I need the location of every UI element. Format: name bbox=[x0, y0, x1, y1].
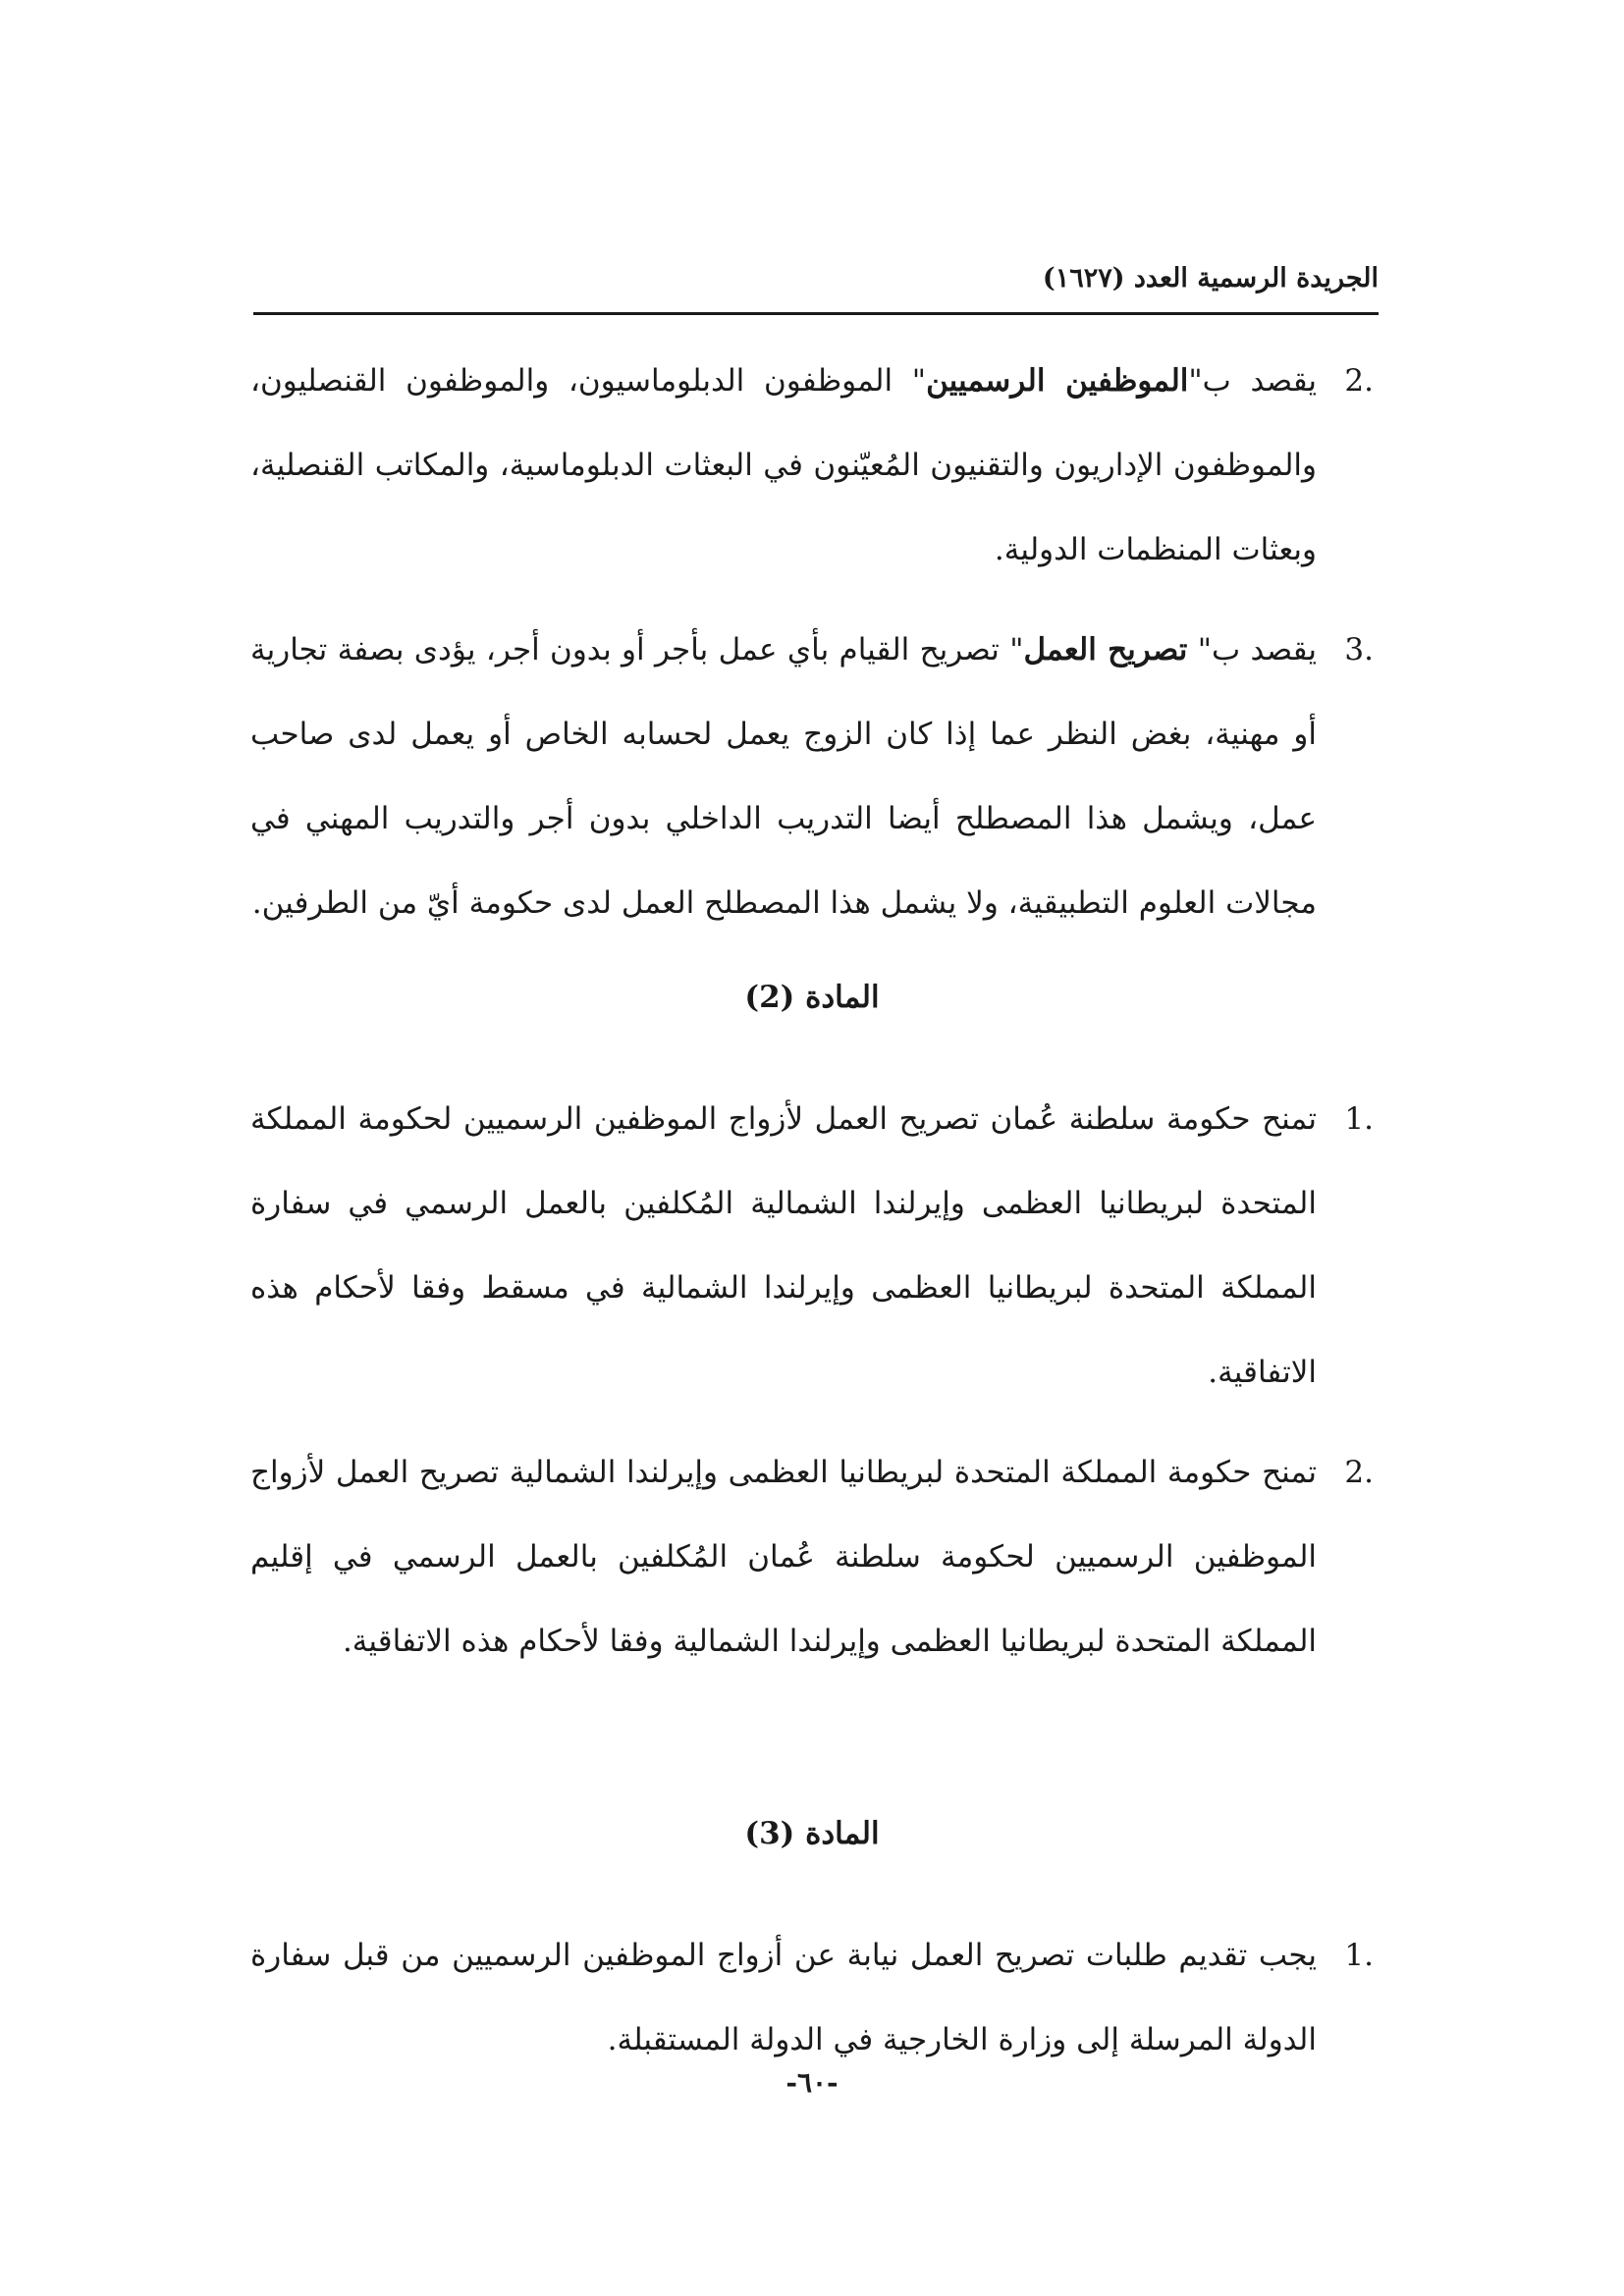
item-number: 2. bbox=[1344, 363, 1374, 399]
article-2-item-1 bbox=[250, 1077, 1374, 1415]
item-number: 3. bbox=[1344, 632, 1374, 667]
item-text: يجب تقديم طلبات تصريح العمل نيابة عن أزواج الموظفين الرسميين من قبل سفارة الدولة المرسلة إلى وزارة الخارجية في الدولة المستقبلة. bbox=[250, 1938, 1317, 2057]
item-text: تمنح حكومة المملكة المتحدة لبريطانيا العظمى وإيرلندا الشمالية تصريح العمل لأزواج الموظفين الرسميين لحكومة سلطنة عُمان المُكلفين بالعمل الرسمي في إقليم المملكة المتحدة لبريطانيا العظمى وإيرلندا الشمالية وفقا لأحكام هذه الاتفاقية. bbox=[250, 1455, 1317, 1659]
document-body bbox=[250, 339, 1374, 2082]
item-number: 2. bbox=[1344, 1455, 1374, 1490]
item-prefix: يقصد ب" bbox=[1188, 363, 1317, 399]
item-number: 1. bbox=[1344, 1938, 1374, 1973]
item-text: تمنح حكومة سلطنة عُمان تصريح العمل لأزواج الموظفين الرسميين لحكومة المملكة المتحدة لبريطانيا العظمى وإيرلندا الشمالية المُكلفين بالعمل الرسمي في سفارة المملكة المتحدة لبريطانيا العظمى وإيرلندا الشمالية في مسقط وفقا لأحكام هذه الاتفاقية. bbox=[250, 1101, 1317, 1390]
defined-term: الموظفين الرسميين bbox=[926, 363, 1189, 399]
gazette-title: الجريدة الرسمية العدد (١٦٢٧) bbox=[1042, 263, 1379, 294]
definition-item-work-permit bbox=[250, 608, 1374, 945]
item-prefix: يقصد ب" bbox=[1187, 632, 1317, 667]
gazette-header bbox=[253, 257, 1379, 315]
item-number: 1. bbox=[1344, 1101, 1374, 1137]
article-2-heading: المادة (2) bbox=[744, 980, 880, 1015]
article-3-item-1 bbox=[250, 1913, 1374, 2082]
item-text: " الموظفون الدبلوماسيون، والموظفون القنصليون، والموظفون الإداريون والتقنيون المُعيّنون في البعثات الدبلوماسية، والمكاتب القنصلية، وبعثات المنظمات الدولية. bbox=[250, 363, 1317, 567]
page-number: -٦٠- bbox=[785, 2066, 839, 2099]
item-text: " تصريح القيام بأي عمل بأجر أو بدون أجر، يؤدى بصفة تجارية أو مهنية، بغض النظر عما إذا كان الزوج يعمل لحسابه الخاص أو يعمل لدى صاحب عمل، ويشمل هذا المصطلح أيضا التدريب الداخلي بدون أجر والتدريب المهني في مجالات العلوم التطبيقية، ولا يشمل هذا المصطلح العمل لدى حكومة أيّ من الطرفين. bbox=[250, 632, 1317, 921]
defined-term: تصريح العمل bbox=[1023, 632, 1188, 667]
article-2-item-2 bbox=[250, 1430, 1374, 1683]
article-3-heading: المادة (3) bbox=[744, 1816, 880, 1851]
definition-item-officials bbox=[250, 339, 1374, 592]
